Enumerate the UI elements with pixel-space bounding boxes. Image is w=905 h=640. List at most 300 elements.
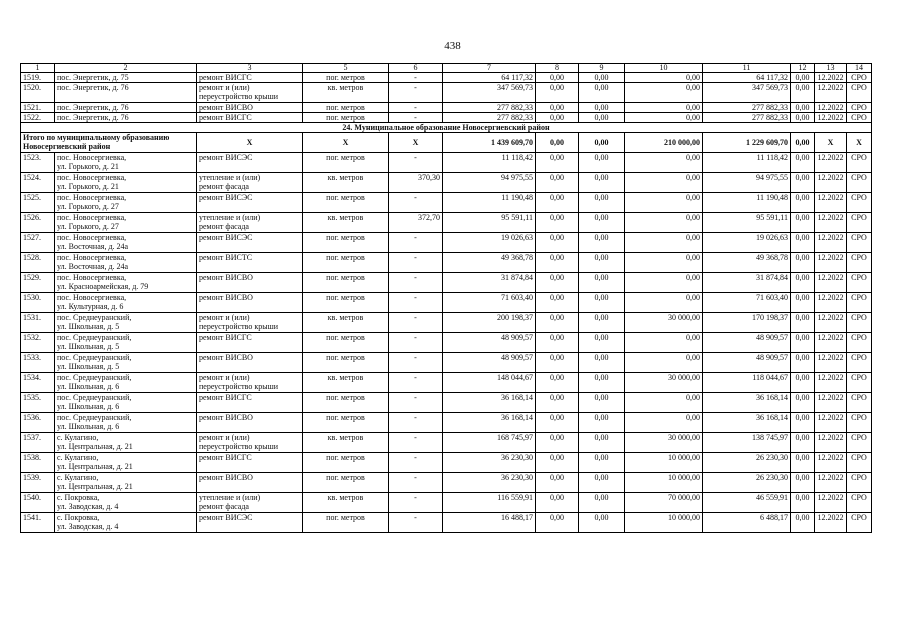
section-title: 24. Муниципальное образование Новосергиевский район	[21, 123, 872, 133]
row-number: 1523.	[21, 153, 55, 173]
cell-line: пос. Новосергиевка,	[57, 213, 127, 222]
cost-cell: 46 559,91	[703, 493, 791, 513]
cost-cell: 0,00	[536, 153, 579, 173]
work-type-cell	[197, 83, 303, 103]
table-row	[21, 453, 872, 473]
work-type-cell	[197, 213, 303, 233]
cell-line: ремонт ВИСТС	[199, 253, 253, 262]
deadline-cell: 12.2022	[815, 453, 847, 473]
cost-cell: 49 368,78	[703, 253, 791, 273]
address-cell	[55, 453, 197, 473]
deadline-cell: 12.2022	[815, 253, 847, 273]
cost-total-cell: 148 044,67	[443, 373, 536, 393]
cost-cell: 0,00	[791, 433, 815, 453]
cost-cell: 0,00	[791, 413, 815, 433]
row-number: 1530.	[21, 293, 55, 313]
method-cell: СРО	[847, 73, 872, 83]
volume-cell: -	[389, 373, 443, 393]
unit-cell: кв. метров	[303, 313, 389, 333]
cell-line: ул. Горького, д. 27	[57, 202, 119, 211]
address-cell	[55, 193, 197, 213]
method-cell: СРО	[847, 473, 872, 493]
cell-line: ул. Заводская, д. 4	[57, 522, 119, 531]
cost-cell: 0,00	[625, 233, 703, 253]
cost-cell: 0,00	[579, 253, 625, 273]
deadline-cell: 12.2022	[815, 173, 847, 193]
cost-cell: 0,00	[579, 513, 625, 533]
cost-cell: 0,00	[579, 103, 625, 113]
deadline-cell: 12.2022	[815, 213, 847, 233]
row-number: 1520.	[21, 83, 55, 103]
cost-cell: 0,00	[791, 233, 815, 253]
total-cell: X	[303, 133, 389, 153]
row-number: 1532.	[21, 333, 55, 353]
address-cell	[55, 213, 197, 233]
cell-line: ул. Школьная, д. 6	[57, 422, 120, 431]
deadline-cell: 12.2022	[815, 413, 847, 433]
cost-cell: 0,00	[536, 513, 579, 533]
deadline-cell: 12.2022	[815, 373, 847, 393]
cell-line: с. Покровка,	[57, 493, 100, 502]
cost-cell: 277 882,33	[703, 103, 791, 113]
cost-cell: 0,00	[625, 113, 703, 123]
deadline-cell: 12.2022	[815, 313, 847, 333]
volume-cell: -	[389, 113, 443, 123]
cost-cell: 0,00	[625, 103, 703, 113]
cost-cell: 0,00	[536, 73, 579, 83]
total-cell: 0,00	[536, 133, 579, 153]
work-type-cell	[197, 393, 303, 413]
cell-line: пос. Среднеуранский,	[57, 373, 132, 382]
unit-cell: кв. метров	[303, 433, 389, 453]
table-row	[21, 253, 872, 273]
cost-cell: 30 000,00	[625, 433, 703, 453]
row-number: 1536.	[21, 413, 55, 433]
cost-cell: 0,00	[579, 473, 625, 493]
address-cell	[55, 373, 197, 393]
volume-cell: -	[389, 493, 443, 513]
row-number: 1519.	[21, 73, 55, 83]
column-header: 6	[389, 64, 443, 73]
cell-line: ул. Школьная, д. 6	[57, 382, 120, 391]
method-cell: СРО	[847, 413, 872, 433]
table-row	[21, 473, 872, 493]
cost-cell: 0,00	[536, 213, 579, 233]
cell-line: ул. Красноармейская, д. 79	[57, 282, 149, 291]
method-cell: СРО	[847, 353, 872, 373]
unit-cell: пог. метров	[303, 273, 389, 293]
cost-cell: 0,00	[536, 493, 579, 513]
table-row	[21, 293, 872, 313]
unit-cell: пог. метров	[303, 193, 389, 213]
cost-cell: 10 000,00	[625, 453, 703, 473]
address-cell	[55, 253, 197, 273]
work-type-cell	[197, 453, 303, 473]
deadline-cell: 12.2022	[815, 273, 847, 293]
page-number: 438	[444, 40, 461, 52]
cost-cell: 0,00	[579, 83, 625, 103]
cost-cell: 0,00	[536, 433, 579, 453]
deadline-cell: 12.2022	[815, 103, 847, 113]
cost-cell: 64 117,32	[703, 73, 791, 83]
cost-total-cell: 168 745,97	[443, 433, 536, 453]
work-type-cell	[197, 153, 303, 173]
cell-line: пос. Среднеуранский,	[57, 313, 132, 322]
cost-total-cell: 49 368,78	[443, 253, 536, 273]
cost-cell: 0,00	[579, 353, 625, 373]
cost-total-cell: 71 603,40	[443, 293, 536, 313]
cell-line: ул. Школьная, д. 5	[57, 342, 120, 351]
table-row	[21, 213, 872, 233]
cell-line: ремонт фасада	[199, 502, 249, 511]
cost-cell: 0,00	[579, 373, 625, 393]
cell-line: пос. Энергетик, д. 76	[57, 83, 129, 92]
table-row	[21, 113, 872, 123]
total-row	[21, 133, 872, 153]
work-type-cell	[197, 293, 303, 313]
address-cell	[55, 493, 197, 513]
deadline-cell: 12.2022	[815, 393, 847, 413]
cost-cell: 0,00	[625, 413, 703, 433]
work-type-cell	[197, 373, 303, 393]
cell-line: ул. Центральная, д. 21	[57, 462, 133, 471]
cost-total-cell: 16 488,17	[443, 513, 536, 533]
deadline-cell: 12.2022	[815, 113, 847, 123]
row-number: 1541.	[21, 513, 55, 533]
cost-cell: 0,00	[791, 213, 815, 233]
column-header: 11	[703, 64, 791, 73]
row-number: 1531.	[21, 313, 55, 333]
method-cell: СРО	[847, 153, 872, 173]
address-cell	[55, 83, 197, 103]
column-header: 10	[625, 64, 703, 73]
volume-cell: -	[389, 313, 443, 333]
cost-cell: 70 000,00	[625, 493, 703, 513]
cell-line: ремонт ВИСВО	[199, 413, 253, 422]
address-cell	[55, 173, 197, 193]
deadline-cell: 12.2022	[815, 233, 847, 253]
cell-line: ремонт фасада	[199, 182, 249, 191]
table-row	[21, 273, 872, 293]
cost-cell: 0,00	[536, 393, 579, 413]
cost-cell: 277 882,33	[703, 113, 791, 123]
cell-line: ул. Школьная, д. 5	[57, 362, 120, 371]
cost-cell: 0,00	[791, 353, 815, 373]
column-header: 3	[197, 64, 303, 73]
work-type-cell	[197, 493, 303, 513]
cell-line: ул. Восточная, д. 24а	[57, 262, 129, 271]
cost-total-cell: 200 198,37	[443, 313, 536, 333]
cell-line: ремонт ВИСВО	[199, 353, 253, 362]
cost-total-cell: 19 026,63	[443, 233, 536, 253]
cost-cell: 11 190,48	[703, 193, 791, 213]
cost-total-cell: 347 569,73	[443, 83, 536, 103]
cost-cell: 0,00	[536, 253, 579, 273]
table-row	[21, 233, 872, 253]
address-cell	[55, 313, 197, 333]
work-type-cell	[197, 253, 303, 273]
method-cell: СРО	[847, 273, 872, 293]
cost-cell: 0,00	[579, 153, 625, 173]
address-cell: пос. Энергетик, д. 76	[55, 113, 197, 123]
method-cell: СРО	[847, 373, 872, 393]
deadline-cell: 12.2022	[815, 493, 847, 513]
address-cell	[55, 353, 197, 373]
cost-total-cell: 36 230,30	[443, 453, 536, 473]
cost-cell: 0,00	[579, 213, 625, 233]
unit-cell: кв. метров	[303, 493, 389, 513]
cost-cell: 0,00	[791, 333, 815, 353]
work-type-cell	[197, 413, 303, 433]
column-header: 12	[791, 64, 815, 73]
unit-cell: пог. метров	[303, 353, 389, 373]
cost-cell: 0,00	[579, 453, 625, 473]
cost-total-cell: 11 190,48	[443, 193, 536, 213]
volume-cell: -	[389, 83, 443, 103]
cell-line: ул. Горького, д. 27	[57, 222, 119, 231]
cost-cell: 0,00	[625, 353, 703, 373]
cost-cell: 0,00	[791, 373, 815, 393]
method-cell: СРО	[847, 83, 872, 103]
table-row	[21, 73, 872, 83]
column-header: 9	[579, 64, 625, 73]
cost-cell: 0,00	[791, 83, 815, 103]
unit-cell: пог. метров	[303, 103, 389, 113]
cost-cell: 347 569,73	[703, 83, 791, 103]
volume-cell: 372,70	[389, 213, 443, 233]
unit-cell: кв. метров	[303, 83, 389, 103]
row-number: 1522.	[21, 113, 55, 123]
address-cell	[55, 473, 197, 493]
table-row	[21, 393, 872, 413]
row-number: 1528.	[21, 253, 55, 273]
work-type-cell	[197, 233, 303, 253]
section-title-row	[21, 123, 872, 133]
cost-cell: 26 230,30	[703, 453, 791, 473]
cell-line: ул. Школьная, д. 5	[57, 322, 120, 331]
method-cell: СРО	[847, 213, 872, 233]
row-number: 1529.	[21, 273, 55, 293]
method-cell: СРО	[847, 453, 872, 473]
cell-line: ремонт и (или)	[199, 83, 250, 92]
cell-line: пос. Новосергиевка,	[57, 293, 127, 302]
cost-cell: 0,00	[791, 513, 815, 533]
work-type-cell	[197, 193, 303, 213]
cost-cell: 0,00	[536, 113, 579, 123]
work-type-cell	[197, 353, 303, 373]
row-number: 1539.	[21, 473, 55, 493]
cell-line: ремонт ВИСВО	[199, 293, 253, 302]
cost-cell: 0,00	[791, 313, 815, 333]
volume-cell: -	[389, 413, 443, 433]
work-type-cell: ремонт ВИСГС	[197, 113, 303, 123]
cost-cell: 36 168,14	[703, 393, 791, 413]
cost-cell: 138 745,97	[703, 433, 791, 453]
table-row	[21, 313, 872, 333]
work-type-cell: ремонт ВИСВО	[197, 103, 303, 113]
cell-line: ремонт ВИСЭС	[199, 193, 253, 202]
cost-cell: 0,00	[625, 83, 703, 103]
cost-cell: 0,00	[579, 493, 625, 513]
volume-cell: -	[389, 73, 443, 83]
cost-total-cell: 277 882,33	[443, 113, 536, 123]
cell-line: ул. Центральная, д. 21	[57, 442, 133, 451]
cell-line: утепление и (или)	[199, 213, 261, 222]
cost-cell: 0,00	[536, 273, 579, 293]
cost-cell: 0,00	[791, 113, 815, 123]
unit-cell: пог. метров	[303, 253, 389, 273]
cell-line: ул. Культурная, д. 6	[57, 302, 124, 311]
cell-line: ремонт и (или)	[199, 373, 250, 382]
cost-cell: 0,00	[625, 173, 703, 193]
unit-cell: пог. метров	[303, 233, 389, 253]
column-header-row	[21, 64, 872, 73]
cost-cell: 48 909,57	[703, 353, 791, 373]
table-row	[21, 103, 872, 113]
volume-cell: 370,30	[389, 173, 443, 193]
cost-cell: 0,00	[536, 193, 579, 213]
cost-cell: 0,00	[536, 103, 579, 113]
deadline-cell: 12.2022	[815, 193, 847, 213]
cell-line: ремонт ВИСЭС	[199, 233, 253, 242]
cell-line: утепление и (или)	[199, 173, 261, 182]
volume-cell: -	[389, 253, 443, 273]
volume-cell: -	[389, 293, 443, 313]
table-row	[21, 193, 872, 213]
cell-line: ул. Горького, д. 21	[57, 162, 119, 171]
row-number: 1540.	[21, 493, 55, 513]
cost-cell: 48 909,57	[703, 333, 791, 353]
cost-cell: 0,00	[791, 173, 815, 193]
cell-line: переустройство крыши	[199, 442, 279, 451]
method-cell: СРО	[847, 233, 872, 253]
cost-total-cell: 95 591,11	[443, 213, 536, 233]
cost-total-cell: 36 230,30	[443, 473, 536, 493]
address-cell: пос. Энергетик, д. 75	[55, 73, 197, 83]
cost-cell: 0,00	[536, 473, 579, 493]
work-type-cell	[197, 333, 303, 353]
cost-cell: 0,00	[536, 413, 579, 433]
cost-cell: 0,00	[536, 173, 579, 193]
total-cell: 210 000,00	[625, 133, 703, 153]
table-row	[21, 353, 872, 373]
table-row	[21, 153, 872, 173]
cost-cell: 0,00	[536, 353, 579, 373]
volume-cell: -	[389, 453, 443, 473]
cell-line: пос. Новосергиевка,	[57, 273, 127, 282]
cell-line: пос. Новосергиевка,	[57, 153, 127, 162]
total-cell: X	[197, 133, 303, 153]
work-type-cell	[197, 433, 303, 453]
cost-cell: 0,00	[579, 173, 625, 193]
method-cell: СРО	[847, 173, 872, 193]
cost-cell: 0,00	[791, 73, 815, 83]
column-header: 1	[21, 64, 55, 73]
cost-cell: 0,00	[791, 273, 815, 293]
row-number: 1526.	[21, 213, 55, 233]
cost-total-cell: 11 118,42	[443, 153, 536, 173]
cell-line: пос. Среднеуранский,	[57, 333, 132, 342]
method-cell: СРО	[847, 293, 872, 313]
volume-cell: -	[389, 513, 443, 533]
total-label: Итого по муниципальному образованию Новосергиевский район	[21, 133, 197, 153]
method-cell: СРО	[847, 193, 872, 213]
cost-cell: 0,00	[579, 413, 625, 433]
address-cell	[55, 393, 197, 413]
method-cell: СРО	[847, 393, 872, 413]
cost-cell: 0,00	[579, 293, 625, 313]
row-number: 1535.	[21, 393, 55, 413]
cost-cell: 0,00	[536, 83, 579, 103]
total-cell: 0,00	[579, 133, 625, 153]
cell-line: с. Кулагино,	[57, 473, 99, 482]
table-row	[21, 333, 872, 353]
address-cell	[55, 153, 197, 173]
unit-cell: пог. метров	[303, 413, 389, 433]
cost-cell: 0,00	[625, 333, 703, 353]
total-cell: 1 439 609,70	[443, 133, 536, 153]
cost-cell: 0,00	[625, 153, 703, 173]
method-cell: СРО	[847, 313, 872, 333]
cell-line: ул. Горького, д. 21	[57, 182, 119, 191]
table-row	[21, 83, 872, 103]
deadline-cell: 12.2022	[815, 83, 847, 103]
cost-cell: 6 488,17	[703, 513, 791, 533]
cost-cell: 31 874,84	[703, 273, 791, 293]
row-number: 1538.	[21, 453, 55, 473]
volume-cell: -	[389, 393, 443, 413]
address-cell	[55, 273, 197, 293]
unit-cell: пог. метров	[303, 453, 389, 473]
cell-line: переустройство крыши	[199, 382, 279, 391]
unit-cell: пог. метров	[303, 113, 389, 123]
cost-cell: 0,00	[536, 453, 579, 473]
work-type-cell	[197, 513, 303, 533]
cost-cell: 0,00	[791, 493, 815, 513]
cell-line: с. Кулагино,	[57, 453, 99, 462]
cost-cell: 0,00	[536, 333, 579, 353]
row-number: 1537.	[21, 433, 55, 453]
method-cell: СРО	[847, 513, 872, 533]
work-type-cell	[197, 313, 303, 333]
deadline-cell: 12.2022	[815, 73, 847, 83]
cell-line: пос. Среднеуранский,	[57, 353, 132, 362]
cost-cell: 0,00	[791, 103, 815, 113]
table-row	[21, 513, 872, 533]
unit-cell: пог. метров	[303, 513, 389, 533]
unit-cell: пог. метров	[303, 333, 389, 353]
cell-line: ремонт ВИСВО	[199, 473, 253, 482]
cost-cell: 71 603,40	[703, 293, 791, 313]
address-cell	[55, 513, 197, 533]
volume-cell: -	[389, 103, 443, 113]
deadline-cell: 12.2022	[815, 333, 847, 353]
cost-cell: 170 198,37	[703, 313, 791, 333]
cost-cell: 30 000,00	[625, 373, 703, 393]
row-number: 1534.	[21, 373, 55, 393]
cost-cell: 0,00	[579, 233, 625, 253]
cell-line: пос. Среднеуранский,	[57, 413, 132, 422]
work-type-cell	[197, 473, 303, 493]
column-header: 13	[815, 64, 847, 73]
cost-cell: 0,00	[579, 193, 625, 213]
cell-line: переустройство крыши	[199, 92, 279, 101]
total-cell: X	[389, 133, 443, 153]
unit-cell: кв. метров	[303, 213, 389, 233]
deadline-cell: 12.2022	[815, 433, 847, 453]
method-cell: СРО	[847, 333, 872, 353]
cell-line: пос. Новосергиевка,	[57, 193, 127, 202]
